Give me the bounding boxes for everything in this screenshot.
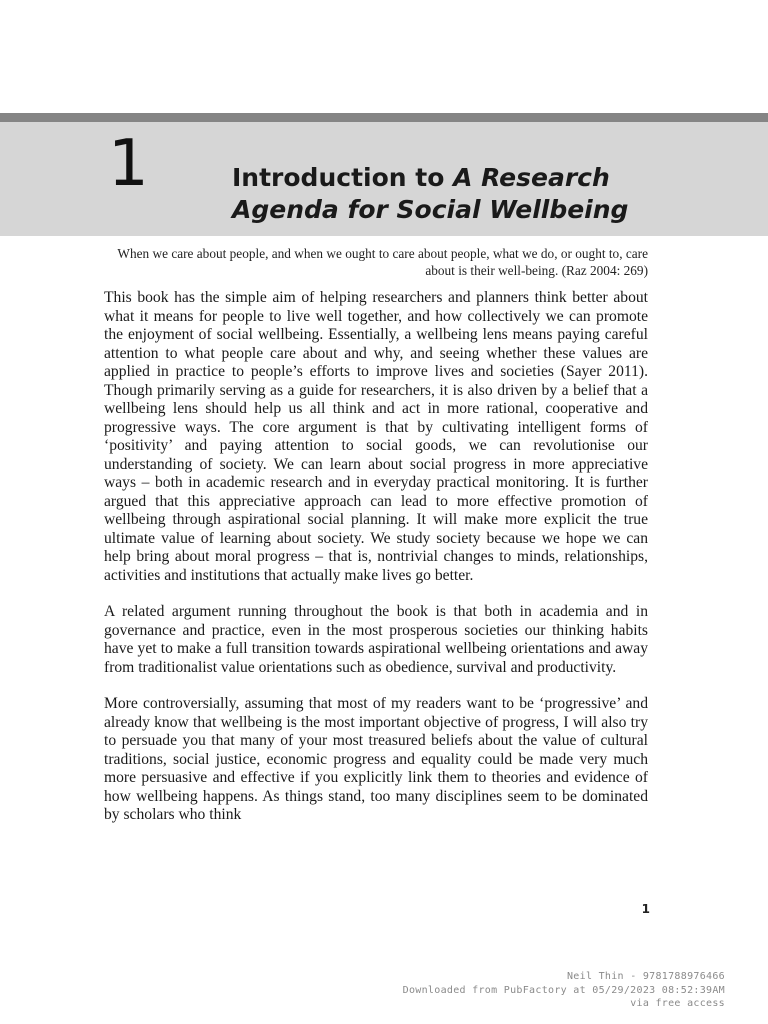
chapter-number: 1 [108,127,147,201]
chapter-title-plain: Introduction to [232,163,454,192]
epigraph: When we care about people, and when we ought to care about people, what we do, or ought to, care about is their well-being. (Raz 2004: 269) [117,246,648,278]
chapter-title-italic-1: A Research [453,163,610,192]
watermark-line-1: Neil Thin - 9781788976466 [566,971,725,982]
watermark-line-3: via free access [630,998,725,1009]
top-rule [0,113,768,122]
body-text [104,289,648,843]
watermark-line-2: Downloaded from PubFactory at 05/29/2023 08:52:39AM [402,984,725,996]
page-number: 1 [641,902,650,916]
paragraph-2: A related argument running throughout the book is that both in academia and in governance and practice, even in the most prosperous societies our thinking habits have yet to make a full transition towards aspirational wellbeing orientations and away from traditionalist value orientations such as obedience, survival and productivity. [104,603,648,676]
paragraph-3: More controversially, assuming that most of my readers want to be ‘progressive’ and already know that wellbeing is the most important objective of progress, I will also try to persuade you that many of your most treasured beliefs about the value of cultural traditions, social justice, economic progress and equality could be made very much more persuasive and effective if you explicitly link them to theories and evidence of how wellbeing happens. As things stand, too many disciplines seem to be dominated by scholars who think [104,695,648,823]
download-watermark [403,970,725,1011]
paragraph-1: This book has the simple aim of helping researchers and planners think better about what it means for people to live well together, and how collectively we can promote the enjoyment of social wellbeing. Essentially, a wellbeing lens means paying careful attention to what people care about and why, and seeing whether these values are applied in practice to people’s efforts to improve lives and societies (Sayer 2011). Though primarily serving as a guide for researchers, it is also driven by a belief that a wellbeing lens should help us all think and act in more rational, cooperative and progressive ways. The core argument is that by cultivating intelligent forms of ‘positivity’ and paying attention to social goods, we can revolutionise our understanding of society. We can learn about social progress in more appreciative ways – both in academic research and in everyday practical monitoring. It is further argued that this appreciative approach can lead to more effective promotion of wellbeing through aspirational social planning. It will make more explicit the true ultimate value of learning about society. We study society because we hope we can help bring about moral progress – that is, nontrivial changes to minds, relationships, activities and institutions that actually make lives go better. [104,289,648,584]
chapter-title [232,162,752,226]
chapter-title-italic-2: Agenda for Social Wellbeing [232,195,629,224]
